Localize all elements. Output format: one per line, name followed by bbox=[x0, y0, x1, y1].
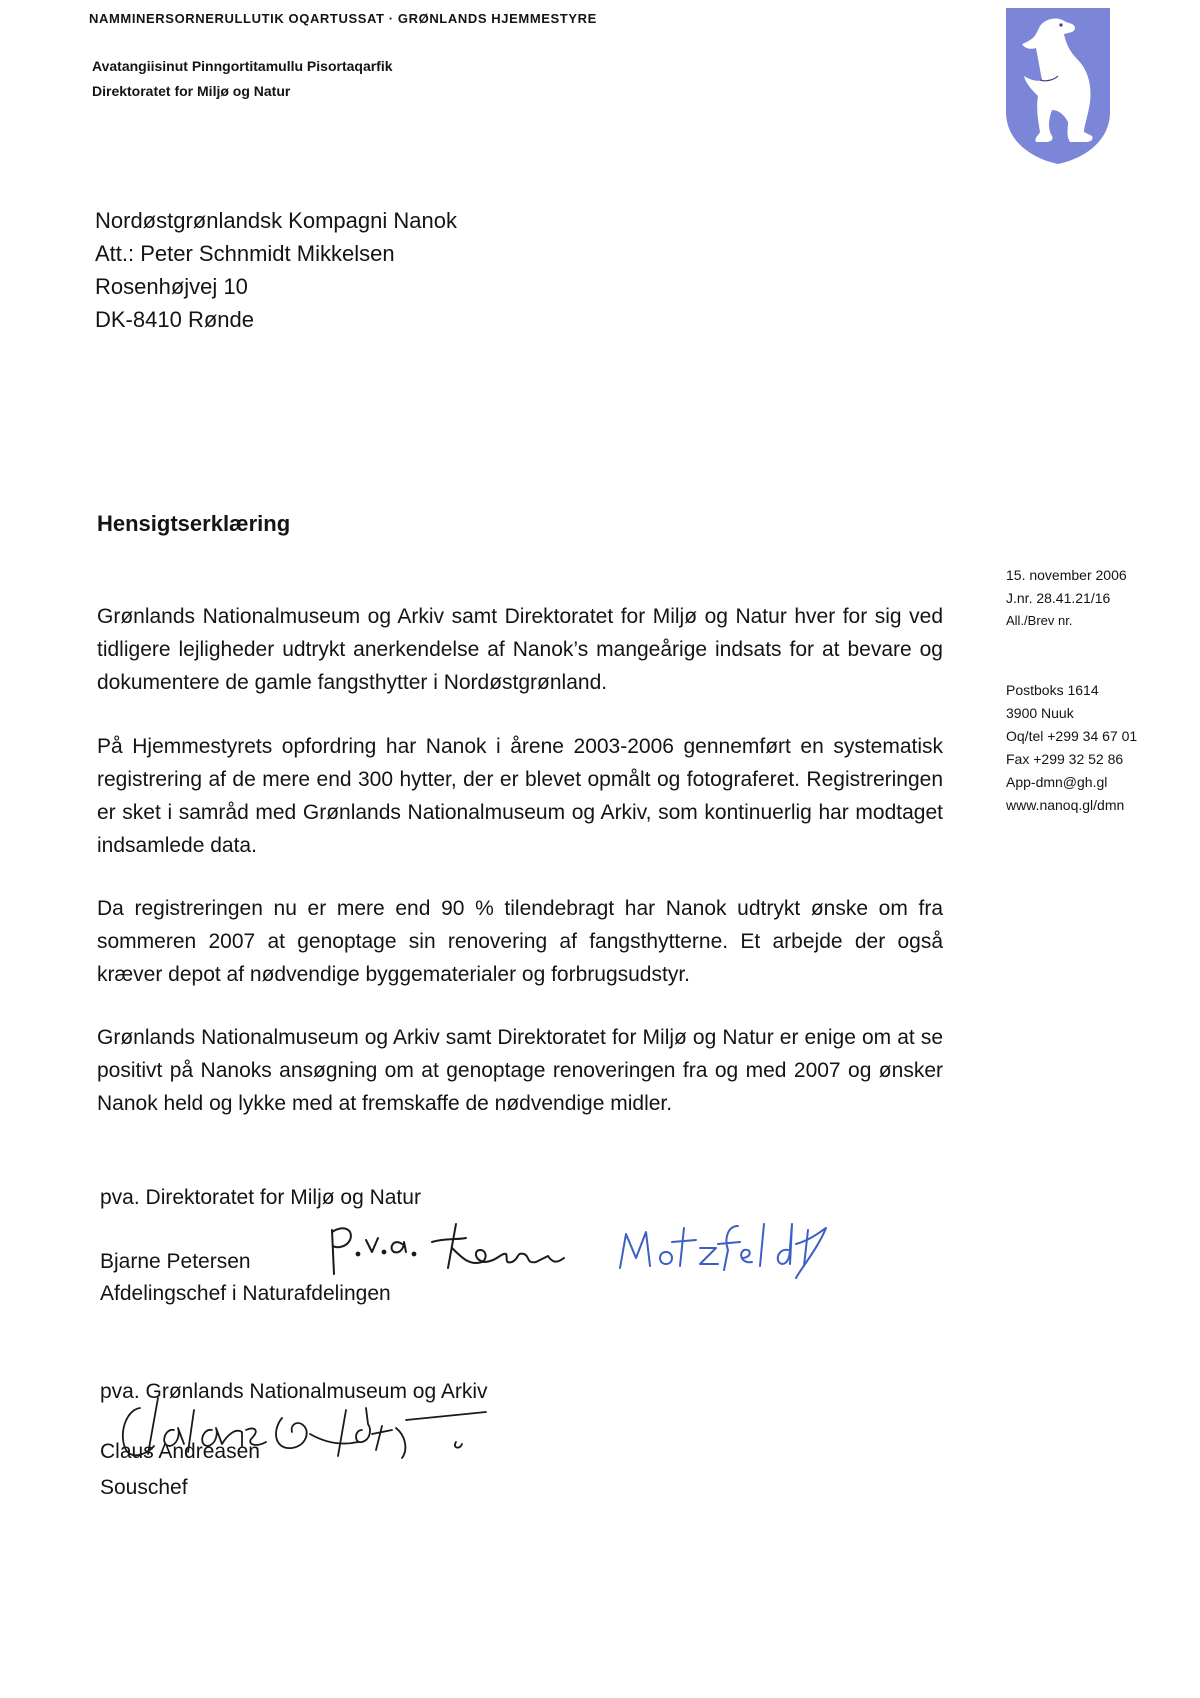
letter-number: All./Brev nr. bbox=[1006, 613, 1073, 628]
signature-1-title: Afdelingschef i Naturafdelingen bbox=[100, 1282, 391, 1305]
recipient-street: Rosenhøjvej 10 bbox=[95, 274, 248, 299]
paragraph-4: Grønlands Nationalmuseum og Arkiv samt Direktoratet for Miljø og Natur er enige om at se positivt på Nanoks ansøgning om at genoptage renoveringen fra og med 2007 og ønsker Nanok held og lykke med at fremskaffe de nødvendige midler. bbox=[97, 1026, 943, 1115]
fax-number: Fax +299 32 52 86 bbox=[1006, 751, 1124, 767]
po-box: Postboks 1614 bbox=[1006, 682, 1099, 698]
paragraph-1: Grønlands Nationalmuseum og Arkiv samt Direktoratet for Miljø og Natur hver for sig ved tidligere lejligheder udtrykt anerkendelse af Nanok’s mangeårige indsats for at bevare og dokumentere de gamle fangsthytter i Nordøstgrønland. bbox=[97, 605, 943, 694]
polar-bear-coat-of-arms-icon bbox=[1000, 4, 1116, 166]
signature-1-name: Bjarne Petersen bbox=[100, 1250, 251, 1273]
signature-2-title: Souschef bbox=[100, 1476, 188, 1499]
recipient-company: Nordøstgrønlandsk Kompagni Nanok bbox=[95, 208, 457, 233]
letter-date: 15. november 2006 bbox=[1006, 567, 1127, 583]
email-address: App-dmn@gh.gl bbox=[1006, 774, 1108, 790]
website: www.nanoq.gl/dmn bbox=[1006, 797, 1125, 813]
paragraph-2: På Hjemmestyrets opfordring har Nanok i årene 2003-2006 gennemført en systematisk registrering af de mere end 300 hytter, der er blevet opmålt og fotograferet. Registreringen er sket i samråd med Grønlands Nationalmuseum og Arkiv, som kontinuerlig har modtaget indsamlede data. bbox=[97, 735, 943, 857]
recipient-attention: Att.: Peter Schnmidt Mikkelsen bbox=[95, 241, 395, 266]
authority-name: NAMMINERSORNERULLUTIK OQARTUSSAT · GRØNLANDS HJEMMESTYRE bbox=[89, 11, 597, 26]
signature-1-on-behalf: pva. Direktoratet for Miljø og Natur bbox=[100, 1186, 421, 1209]
directorate-greenlandic: Avatangiisinut Pinngortitamullu Pisortaqarfik bbox=[92, 58, 393, 74]
phone-number: Oq/tel +299 34 67 01 bbox=[1006, 728, 1138, 744]
handwritten-signature-1 bbox=[320, 1218, 840, 1298]
journal-number: J.nr. 28.41.21/16 bbox=[1006, 590, 1111, 606]
letter-heading: Hensigtserklæring bbox=[97, 511, 291, 536]
recipient-postal: DK-8410 Rønde bbox=[95, 307, 254, 332]
paragraph-3: Da registreringen nu er mere end 90 % tilendebragt har Nanok udtrykt ønske om fra sommeren 2007 at genoptage sin renovering af fangsthytterne. Et arbejde der også kræver depot af nødvendige byggematerialer og forbrugsudstyr. bbox=[97, 897, 943, 986]
postal-city: 3900 Nuuk bbox=[1006, 705, 1074, 721]
signature-2-on-behalf: pva. Grønlands Nationalmuseum og Arkiv bbox=[100, 1380, 488, 1403]
directorate-danish: Direktoratet for Miljø og Natur bbox=[92, 83, 291, 99]
signature-2-name: Claus Andreasen bbox=[100, 1440, 260, 1463]
handwritten-signature-2 bbox=[96, 1390, 496, 1470]
